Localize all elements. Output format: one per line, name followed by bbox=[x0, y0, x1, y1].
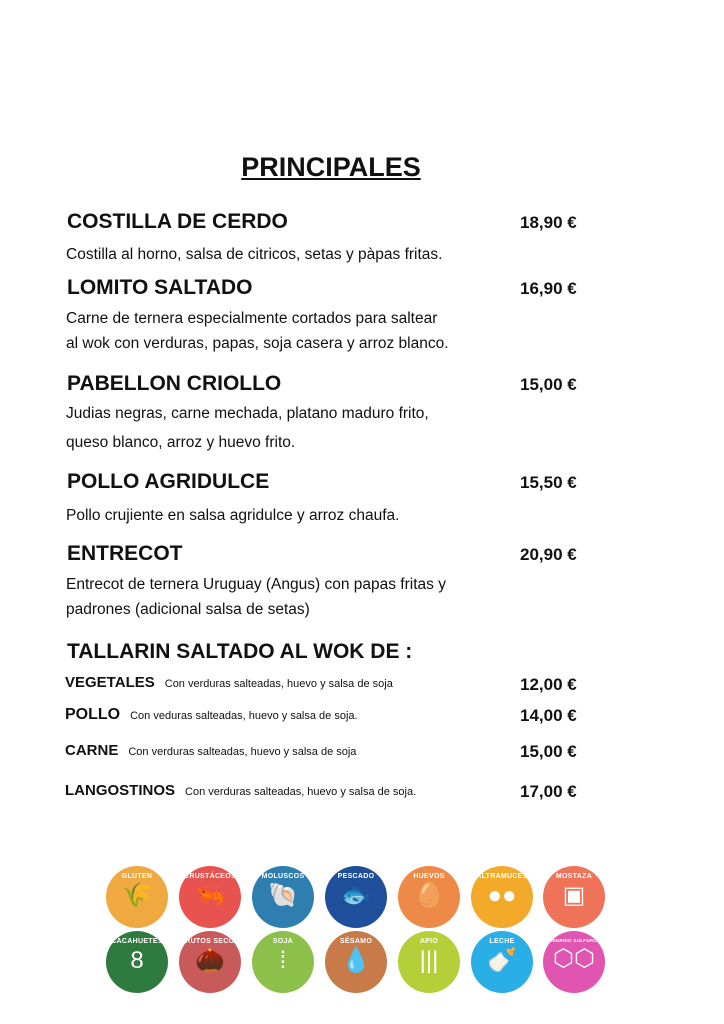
variant-price: 14,00 € bbox=[520, 706, 577, 725]
allergen-label: CRUSTÁCEOS bbox=[183, 873, 236, 880]
variant-name: LANGOSTINOS bbox=[65, 782, 176, 799]
celery-icon: ||| bbox=[419, 947, 439, 974]
allergen-label: SÉSAMO bbox=[339, 938, 373, 945]
dish-name: POLLO AGRIDULCE bbox=[67, 470, 270, 493]
dish-price: 18,90 € bbox=[520, 213, 577, 232]
allergen-peanut-icon bbox=[106, 931, 168, 993]
variant-name: VEGETALES bbox=[65, 674, 155, 691]
dish-price: 20,90 € bbox=[520, 545, 577, 564]
fish-icon: 🐟 bbox=[341, 882, 371, 909]
allergen-mustard-jar-icon bbox=[543, 866, 605, 928]
dish-description: Entrecot de ternera Uruguay (Angus) con papas fritas y bbox=[66, 576, 446, 593]
sesame-seeds-icon: 💧 bbox=[341, 947, 371, 974]
allergen-lupin-icon bbox=[471, 866, 533, 928]
page-title: PRINCIPALES bbox=[241, 152, 421, 182]
variant-row bbox=[65, 782, 416, 799]
allergen-label: ALTRAMUCES bbox=[476, 873, 528, 880]
wheat-icon: 🌾 bbox=[122, 882, 152, 909]
dish-price: 15,50 € bbox=[520, 473, 577, 492]
dish-description: al wok con verduras, papas, soja casera y arroz blanco. bbox=[66, 335, 449, 352]
allergen-pea-pod-icon bbox=[252, 931, 314, 993]
variant-name: CARNE bbox=[65, 742, 119, 759]
variant-price: 17,00 € bbox=[520, 782, 577, 801]
allergen-wheat-icon bbox=[106, 866, 168, 928]
shell-icon: 🐚 bbox=[268, 882, 298, 909]
allergen-label: CACAHUETES bbox=[111, 938, 163, 945]
dish-description: Judias negras, carne mechada, platano maduro frito, bbox=[66, 405, 429, 422]
lupin-icon: ●● bbox=[487, 882, 517, 909]
allergen-label: GLUTEN bbox=[121, 873, 153, 880]
peanut-icon: 8 bbox=[130, 947, 144, 974]
allergen-acorn-icon bbox=[179, 931, 241, 993]
variant-description: Con verduras salteadas, huevo y salsa de soja bbox=[128, 746, 357, 758]
section-heading: TALLARIN SALTADO AL WOK DE : bbox=[67, 640, 413, 663]
acorn-icon: 🌰 bbox=[195, 947, 225, 974]
dish-description: padrones (adicional salsa de setas) bbox=[66, 601, 310, 618]
variant-description: Con verduras salteadas, huevo y salsa de soja bbox=[164, 678, 393, 690]
variant-row bbox=[65, 742, 356, 759]
allergen-shell-icon bbox=[252, 866, 314, 928]
sulphite-molecule-icon: ⬡⬡ bbox=[553, 945, 595, 972]
dish-price: 15,00 € bbox=[520, 375, 577, 394]
allergen-label: SOJA bbox=[272, 938, 294, 945]
variant-row bbox=[65, 706, 358, 724]
pea-pod-icon: ⁞ bbox=[279, 947, 287, 974]
dish-price: 16,90 € bbox=[520, 279, 577, 298]
variant-description: Con verduras salteadas, huevo y salsa de soja. bbox=[185, 786, 417, 798]
allergen-fish-icon bbox=[325, 866, 387, 928]
variant-price: 15,00 € bbox=[520, 742, 577, 761]
variant-description: Con veduras salteadas, huevo y salsa de soja. bbox=[130, 710, 358, 722]
dish-name: ENTRECOT bbox=[67, 542, 183, 565]
allergen-sesame-seeds-icon bbox=[325, 931, 387, 993]
dish-description: Costilla al horno, salsa de citricos, setas y pàpas fritas. bbox=[66, 246, 443, 263]
dish-name: COSTILLA DE CERDO bbox=[67, 210, 288, 233]
allergen-celery-icon bbox=[398, 931, 460, 993]
allergen-milk-bottle-icon bbox=[471, 931, 533, 993]
variant-name: POLLO bbox=[65, 706, 121, 723]
mustard-jar-icon: ▣ bbox=[562, 882, 586, 909]
shrimp-icon: 🦐 bbox=[195, 882, 225, 909]
allergen-label: HUEVOS bbox=[413, 873, 445, 880]
variant-row bbox=[65, 674, 393, 691]
allergen-sulphite-molecule-icon bbox=[543, 931, 605, 993]
egg-icon: 🥚 bbox=[414, 882, 444, 909]
dish-name: LOMITO SALTADO bbox=[67, 276, 253, 299]
dish-description: Carne de ternera especialmente cortados para saltear bbox=[66, 310, 438, 327]
dish-description: queso blanco, arroz y huevo frito. bbox=[66, 434, 296, 451]
allergen-label: FRUTOS SECOS bbox=[180, 938, 240, 945]
allergen-label: LECHE bbox=[489, 938, 515, 945]
allergen-shrimp-icon bbox=[179, 866, 241, 928]
allergen-label: PESCADO bbox=[337, 873, 375, 880]
dish-name: PABELLON CRIOLLO bbox=[67, 372, 282, 395]
allergen-label: MOSTAZA bbox=[555, 873, 593, 880]
allergen-label: ANHÍDRIDO SULFUROSO bbox=[543, 938, 605, 943]
allergen-egg-icon bbox=[398, 866, 460, 928]
variant-price: 12,00 € bbox=[520, 675, 577, 694]
allergen-label: APIO bbox=[419, 938, 439, 945]
dish-description: Pollo crujiente en salsa agridulce y arroz chaufa. bbox=[66, 507, 400, 524]
milk-bottle-icon: 🍼 bbox=[487, 947, 517, 974]
allergen-label: MOLUSCOS bbox=[261, 873, 305, 880]
